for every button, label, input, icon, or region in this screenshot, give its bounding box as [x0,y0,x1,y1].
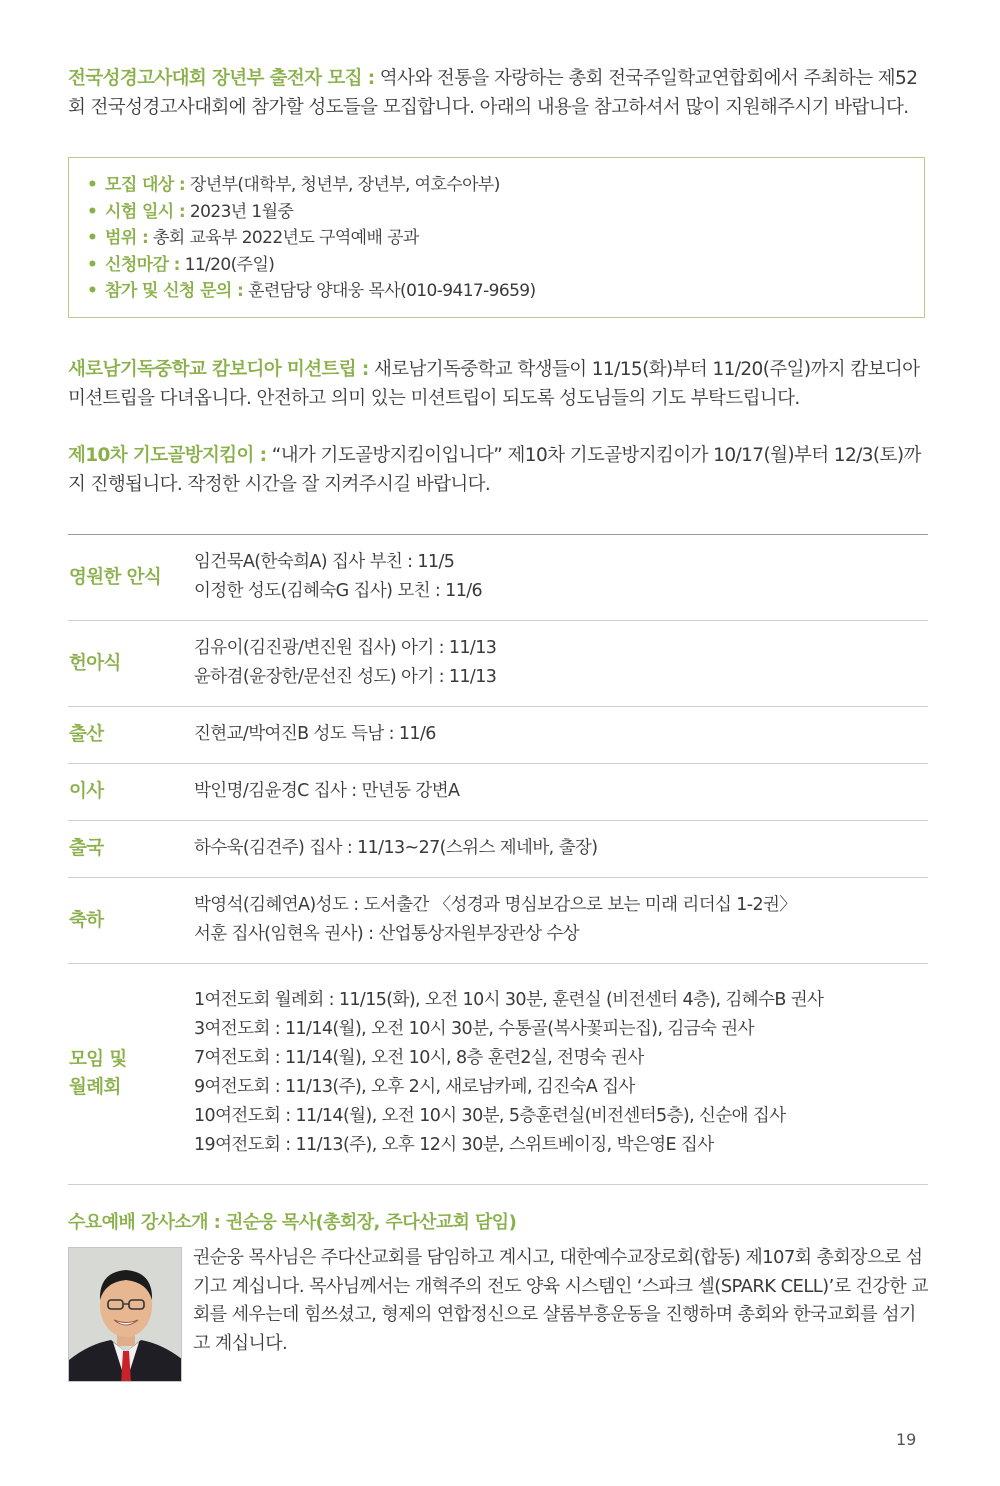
recruit-details-box [68,157,925,318]
recruit-details-list [87,172,924,305]
news-row [68,964,928,1185]
speaker-portrait-image [69,1248,182,1382]
recruit-detail-key: 범위 : [105,228,149,248]
news-line: 박영석(김혜연A)성도 : 도서출간 〈성경과 명심보감으로 보는 미래 리더십 1-2권〉 [194,895,797,915]
speaker-description: 권순웅 목사님은 주다산교회를 담임하고 계시고, 대한예수교장로회(합동) 제107회 총회장으로 섬기고 계십니다. 목사님께서는 개혁주의 전도 양육 시스템인 ‘스파크 셀(SPARK CELL)’로 건강한 교회를 세우는데 힘쓰셨고, 형제의 연합정신으로 샬롬부흥운동을 진행하며 총회와 한국교회를 섬기고 계십니다. [193,1247,928,1354]
news-line: 진현교/박여진B 성도 득남 : 11/6 [194,724,436,744]
speaker-photo [68,1247,182,1382]
recruit-detail-value: 장년부(대학부, 청년부, 장년부, 여호수아부) [185,175,500,195]
news-row [68,535,928,621]
prayer-notice [68,441,928,499]
news-category: 축하 [68,878,194,964]
news-row [68,707,928,764]
news-category: 이사 [68,764,194,821]
news-body [194,621,928,707]
news-line: 서훈 집사(임현옥 권사) : 산업통상자원부장관상 수상 [194,924,579,944]
news-line: 하수욱(김견주) 집사 : 11/13~27(스위스 제네바, 출장) [194,838,598,858]
recruit-detail-item [87,252,924,279]
news-body [194,964,928,1185]
recruit-detail-item [87,199,924,226]
news-line: 10여전도회 : 11/14(월), 오전 10시 30분, 5층훈련실(비전센터5층), 신순애 집사 [194,1106,786,1126]
bullet-icon: • [87,281,98,301]
recruit-detail-key: 시험 일시 : [105,201,186,222]
recruit-detail-value: 훈련담당 양대웅 목사(010-9417-9659) [243,281,536,301]
news-category: 헌아식 [68,621,194,707]
news-body [194,707,928,764]
news-line: 19여전도회 : 11/13(주), 오후 12시 30분, 스위트베이징, 박은영E 집사 [194,1135,714,1155]
mission-title: 새로남기독중학교 캄보디아 미션트립 : [68,359,369,380]
news-line: 1여전도회 월례회 : 11/15(화), 오전 10시 30분, 훈련실 (비전센터 4층), 김혜수B 권사 [194,990,824,1010]
recruit-detail-item [87,278,924,305]
recruit-detail-value: 11/20(주일) [179,254,275,275]
news-line: 김유이(김진광/변진원 집사) 아기 : 11/13 [194,638,497,658]
speaker-title: 수요예배 강사소개 : 권순웅 목사(총회장, 주다산교회 담임) [68,1212,517,1233]
news-category: 출산 [68,707,194,764]
recruit-detail-key: 참가 및 신청 문의 : [105,281,244,301]
news-line: 3여전도회 : 11/14(월), 오전 10시 30분, 수통골(복사꽃피는집), 김금숙 권사 [194,1019,754,1039]
recruit-detail-key: 모집 대상 : [105,175,186,195]
news-body [194,764,928,821]
recruit-detail-item [87,225,924,252]
prayer-text: “내가 기도골방지킴이입니다” 제10차 기도골방지킴이가 10/17(월)부터 12/3(토)까지 진행됩니다. 작정한 시간을 잘 지켜주시길 바랍니다. [68,445,921,495]
mission-text: 새로남기독중학교 학생들이 11/15(화)부터 11/20(주일)까지 캄보디아 미션트립을 다녀옵니다. 안전하고 의미 있는 미션트립이 되도록 성도님들의 기도 부탁드립니다. [68,359,920,409]
recruit-title: 전국성경고사대회 장년부 출전자 모집 : [68,68,375,89]
prayer-title: 제10차 기도골방지킴이 : [68,445,267,466]
news-category: 모임 및 월례회 [68,964,194,1185]
recruit-detail-value: 2023년 1월중 [185,201,294,222]
news-line: 박인명/김윤경C 집사 : 만년동 강변A [194,781,460,801]
mission-notice [68,355,928,413]
bullet-icon: • [87,254,98,275]
news-row [68,821,928,878]
news-row [68,878,928,964]
news-body [194,535,928,621]
news-line: 9여전도회 : 11/13(주), 오후 2시, 새로남카페, 김진숙A 집사 [194,1077,635,1097]
news-category: 영원한 안식 [68,535,194,621]
news-body [194,821,928,878]
recruit-text: 역사와 전통을 자랑하는 총회 전국주일학교연합회에서 주최하는 제52회 전국성경고사대회에 참가할 성도들을 모집합니다. 아래의 내용을 참고하셔서 많이 지원해주시기 바랍니다. [68,68,918,118]
recruit-detail-key: 신청마감 : [105,254,180,275]
news-row [68,764,928,821]
news-line: 이정한 성도(김혜숙G 집사) 모친 : 11/6 [194,581,483,601]
news-category: 출국 [68,821,194,878]
bullet-icon: • [87,228,98,248]
page-number: 19 [896,1430,917,1449]
recruit-detail-value: 총회 교육부 2022년도 구역예배 공과 [148,228,419,248]
news-line: 임건묵A(한숙희A) 집사 부친 : 11/5 [194,552,455,572]
news-line: 윤하겸(윤장한/문선진 성도) 아기 : 11/13 [194,667,497,687]
news-line: 7여전도회 : 11/14(월), 오전 10시, 8층 훈련2실, 전명숙 권사 [194,1048,644,1068]
bullet-icon: • [87,175,98,195]
news-row [68,621,928,707]
recruit-notice [68,64,928,122]
bullet-icon: • [87,201,98,222]
recruit-detail-item [87,172,924,199]
church-news-table [68,534,928,1185]
news-body [194,878,928,964]
